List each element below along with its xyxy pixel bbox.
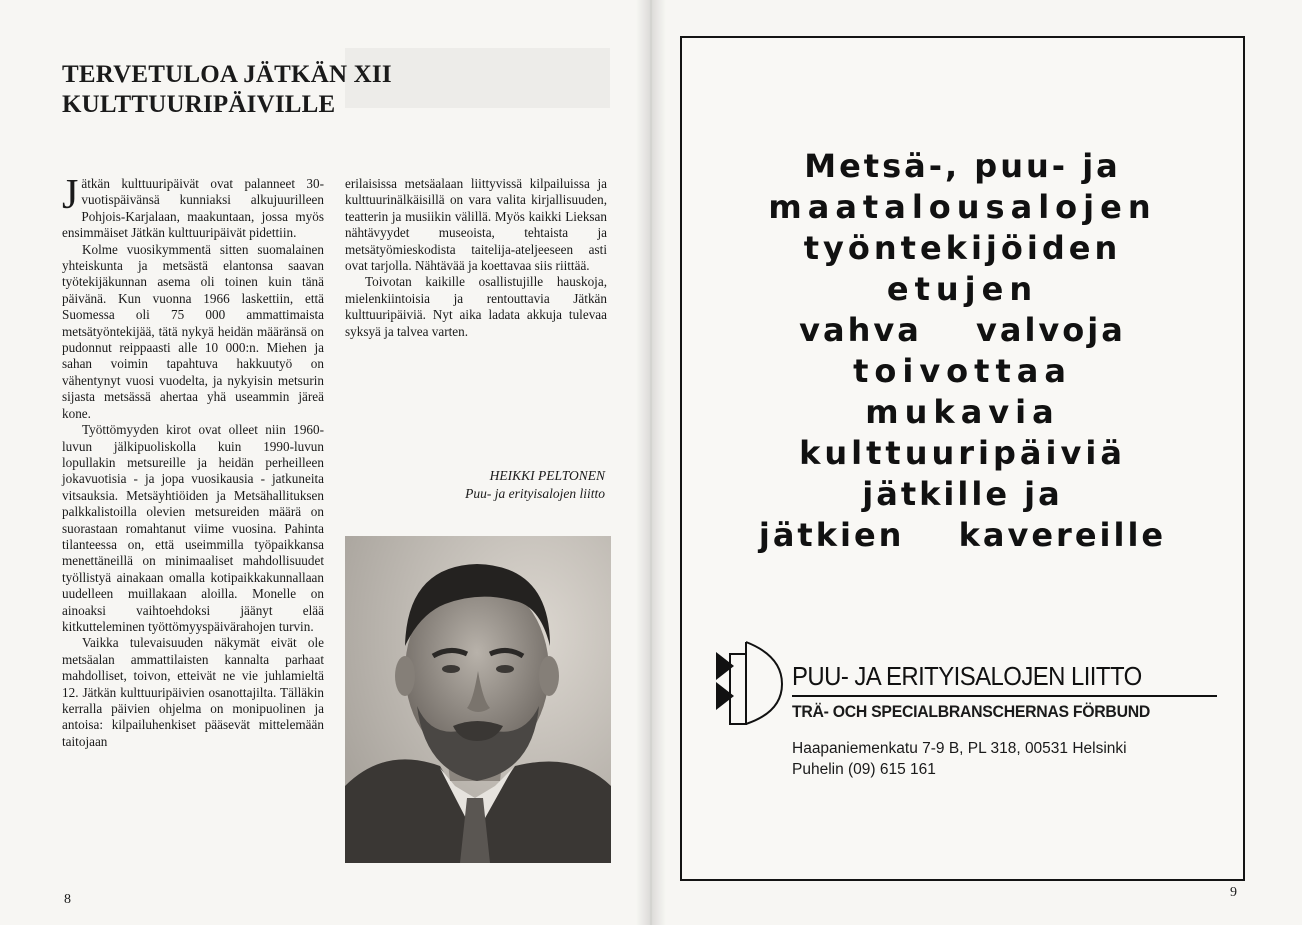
- ad-line: mukavia: [865, 393, 1060, 431]
- ad-line: jätkille ja: [862, 475, 1063, 513]
- article-paragraph: Työttömyyden kirot ovat olleet niin 1960-luvun jälkipuoliskolla kuin 1990-luvun lopullakin metsureille ja heidän perheilleen jokavuotisia - ja jopa vuosikausia - jatkuneita vitsauksia. Metsäyhtiöiden ja Metsähallituksen palkkalistoilla olevien metsureiden määrä on suorastaan romahtanut viime vuosina. Pahinta tilanteessa on, että useimmilla työpaikkansa menettäneillä on minimaaliset mahdollisuudet työllistyä ainakaan omalla kotipaikkakunnallaan uudelleen muillakaan aloilla. Monelle on ainoaksi vaihtoehdoksi jäänyt elää kitkutteleminen työttömyyspäivärahojen turvin.: [62, 422, 324, 634]
- page-title: TERVETULOA JÄTKÄN XII KULTTUURIPÄIVILLE: [62, 61, 392, 118]
- article-column-left: [62, 172, 324, 750]
- ad-line: kulttuuripäiviä: [799, 434, 1126, 472]
- ad-line: vahva valvoja: [799, 311, 1126, 349]
- ad-line: jätkien kavereille: [758, 516, 1167, 554]
- article-paragraph: Vaikka tulevaisuuden näkymät eivät ole metsäalan ammattilaisten kannalta parhaat mahdolliset, toivon, etteivät ne vie juhlamieltä 12. Jätkän kulttuuripäivien osanottajilta. Tälläkin kerralla päivien ohjelma on monipuolinen ja antoisa: kilpailuhenkiset pääsevät mittelemään taitojaan: [62, 635, 324, 749]
- ad-line: Metsä-, puu- ja: [804, 147, 1121, 185]
- author-signature: [400, 467, 605, 503]
- organization-name: PUU- JA ERITYISALOJEN LIITTO: [792, 661, 1142, 691]
- page-number: 9: [1230, 885, 1237, 900]
- drop-cap: J: [62, 172, 79, 218]
- article-paragraph: Kolme vuosikymmentä sitten suomalainen yhteiskunta ja metsästä elantonsa saavan työtekijäkunnan asema oli toinen kuin tänä päivänä. Kun vuonna 1966 laskettiin, että Suomessa oli 75 000 ammattimaista metsätyöntekijää, tätä nykyä heidän määränsä on pudonnut reippaasti alle 10 000:n. Miehen ja sahan voimin tapahtuva hakkuutyö on vähentynyt vuosi vuodelta, ja nykyisin metsurin sijasta metsässä ahertaa yhä useammin järeä kone.: [62, 241, 324, 421]
- page-number: 8: [64, 892, 71, 907]
- article-paragraph: ätkän kulttuuripäivät ovat palanneet 30-vuotispäivänsä kunniaksi alkujuurilleen Pohjois-Karjalaan, maakuntaan, jossa myös ensimmäiset Jätkän kulttuuripäivät pidettiin.: [62, 176, 324, 241]
- author-portrait-photo: [345, 536, 611, 863]
- portrait-illustration: [345, 536, 611, 863]
- organization-name-swedish: TRÄ- OCH SPECIALBRANSCHERNAS FÖRBUND: [792, 702, 1150, 721]
- article-paragraph: erilaisissa metsäalaan liittyvissä kilpailuissa ja kulttuurinälkäisillä on vara valita kirjallisuuden, teatterin ja musiikin välillä. Myös kaikki Lieksan nähtävyydet museoista, tehtaista ja metsätyömieskodista taitelija-ateljeeseen asti ovat tarjolla. Nähtävää ja koettavaa siis riittää.: [345, 176, 607, 274]
- divider: [792, 695, 1217, 697]
- left-page: [0, 0, 650, 925]
- ad-line: maatalousalojen: [768, 188, 1157, 226]
- author-organization: Puu- ja erityisalojen liitto: [465, 486, 605, 501]
- ad-line: toivottaa: [853, 352, 1072, 390]
- ad-line: työntekijöiden: [803, 229, 1122, 267]
- advertisement-text: [682, 146, 1243, 556]
- organization-address: Haapaniemenkatu 7-9 B, PL 318, 00531 Helsinki: [792, 740, 1127, 757]
- book-gutter-shadow: [636, 0, 666, 925]
- article-paragraph: Toivotan kaikille osallistujille hauskoja, mielenkiintoisia ja rentouttavia Jätkän kulttuuripäiviä. Nyt aika ladata akkuja tulevaa syksyä ja talvea varten.: [345, 274, 607, 339]
- article-column-right: [345, 176, 607, 340]
- advertisement-box: [680, 36, 1245, 881]
- organization-phone: Puhelin (09) 615 161: [792, 761, 936, 778]
- author-name: HEIKKI PELTONEN: [489, 468, 605, 483]
- ad-line: etujen: [886, 270, 1039, 308]
- union-logo-icon: [712, 636, 784, 726]
